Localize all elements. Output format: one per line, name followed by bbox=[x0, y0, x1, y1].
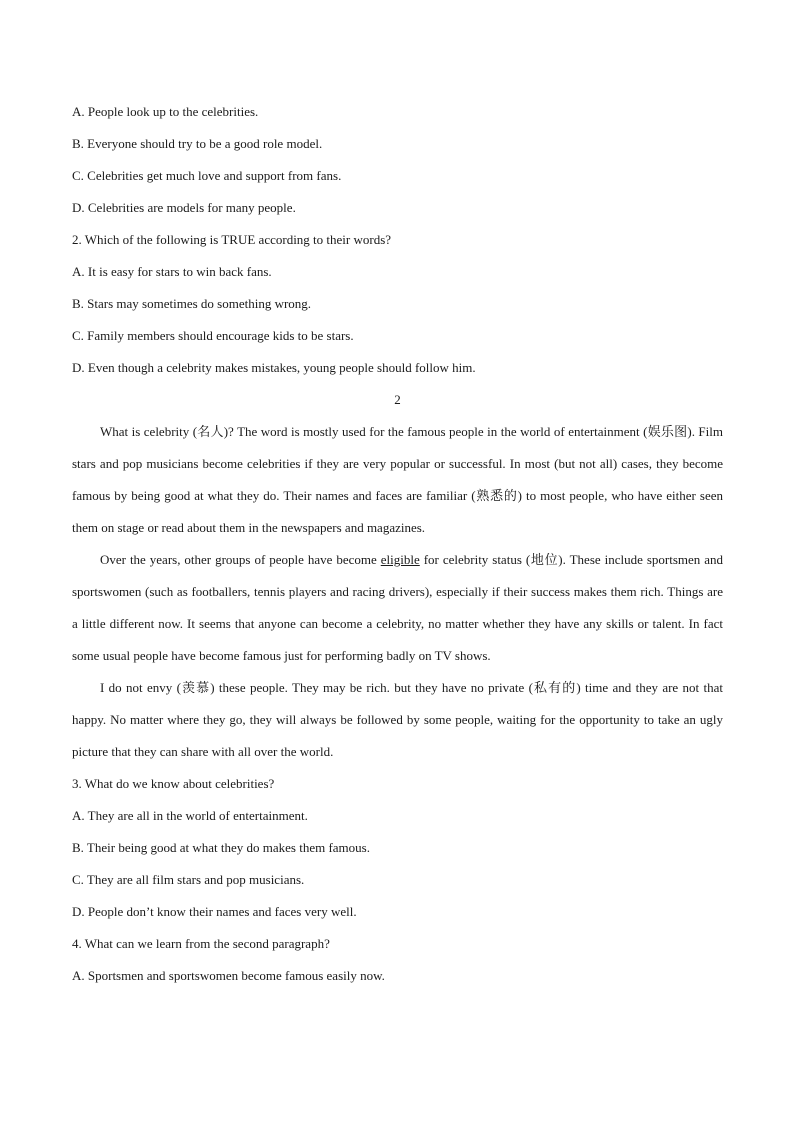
q1-option-c: C. Celebrities get much love and support from fans. bbox=[72, 168, 342, 183]
q2-option-c: C. Family members should encourage kids to be stars. bbox=[72, 328, 354, 343]
section-number: 2 bbox=[394, 392, 401, 407]
q3-option-c: C. They are all film stars and pop musicians. bbox=[72, 872, 305, 887]
q3-option-a: A. They are all in the world of entertainment. bbox=[72, 808, 308, 823]
q1-option-d: D. Celebrities are models for many people. bbox=[72, 200, 296, 215]
q4-option-a: A. Sportsmen and sportswomen become famous easily now. bbox=[72, 968, 385, 983]
passage-paragraph-2 bbox=[72, 544, 723, 672]
q2-question: 2. Which of the following is TRUE according to their words? bbox=[72, 232, 392, 247]
q1-option-b: B. Everyone should try to be a good role model. bbox=[72, 136, 323, 151]
q3-question: 3. What do we know about celebrities? bbox=[72, 776, 275, 791]
q1-option-a: A. People look up to the celebrities. bbox=[72, 104, 259, 119]
passage-paragraph-1: What is celebrity (名人)? The word is mostly used for the famous people in the world of entertainment (娱乐图). Film stars and pop musicians become celebrities if they are very popular or successful. In most (but not all) cases, they become famous by being good at what they do. Their names and faces are familiar (熟悉的) to most people, who have either seen them on stage or read about them in the newspapers and magazines. bbox=[72, 424, 723, 535]
q3-option-d: D. People don’t know their names and faces very well. bbox=[72, 904, 357, 919]
passage-paragraph-3: I do not envy (羡慕) these people. They may be rich. but they have no private (私有的) time and they are not that happy. No matter where they go, they will always be followed by some people, waiting for the opportunity to take an ugly picture that they can share with all over the world. bbox=[72, 680, 723, 759]
document-page bbox=[72, 96, 723, 992]
underlined-word: eligible bbox=[380, 552, 420, 567]
q2-option-d: D. Even though a celebrity makes mistakes, young people should follow him. bbox=[72, 360, 476, 375]
q3-option-b: B. Their being good at what they do makes them famous. bbox=[72, 840, 370, 855]
q2-option-a: A. It is easy for stars to win back fans. bbox=[72, 264, 272, 279]
q2-option-b: B. Stars may sometimes do something wrong. bbox=[72, 296, 312, 311]
paragraph-2-start: Over the years, other groups of people have become bbox=[100, 552, 381, 567]
paragraph-2-rest: for celebrity status (地位). These include sportsmen and sportswomen (such as footballers, tennis players and racing drivers), especially if their success makes them rich. Things are a little different now. It seems that anyone can become a celebrity, no matter whether they have any skills or talent. In fact some usual people have become famous just for performing badly on TV shows. bbox=[72, 552, 724, 663]
q4-question: 4. What can we learn from the second paragraph? bbox=[72, 936, 330, 951]
